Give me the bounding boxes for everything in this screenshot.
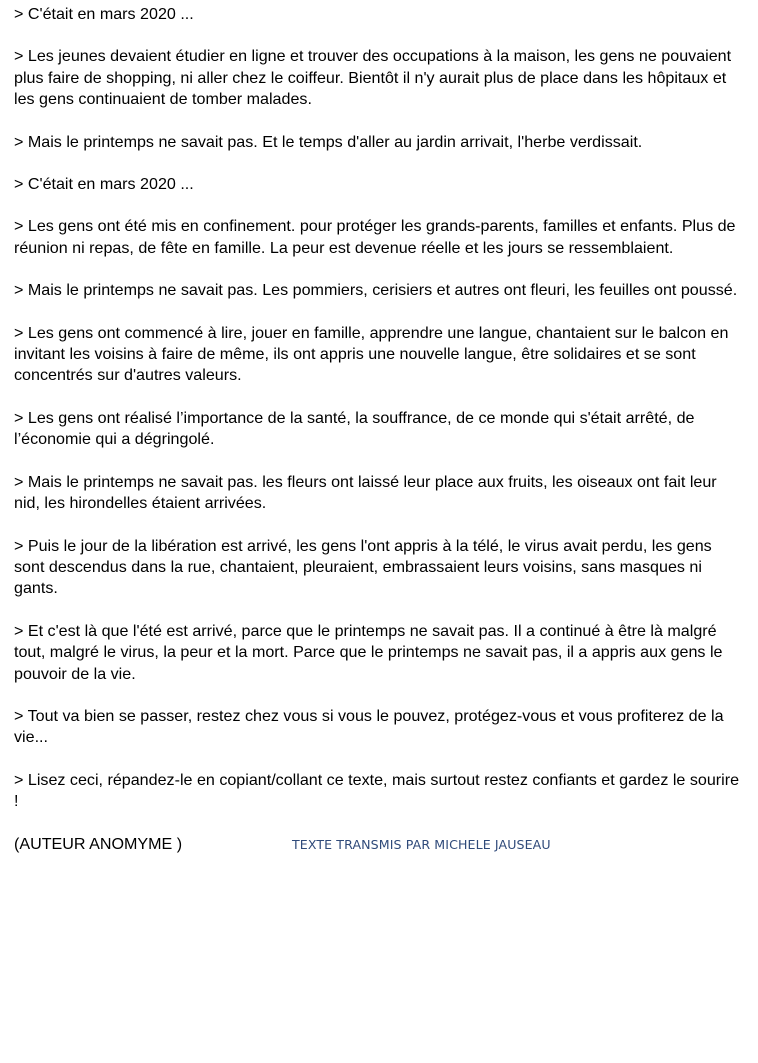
paragraph: > Mais le printemps ne savait pas. Et le temps d'aller au jardin arrivait, l'herbe verdissait. bbox=[14, 132, 643, 151]
paragraph: > Les gens ont réalisé l’importance de la santé, la souffrance, de ce monde qui s'était arrêté, de l’économie qui a dégringolé. bbox=[14, 408, 695, 449]
paragraph: > Les gens ont commencé à lire, jouer en famille, apprendre une langue, chantaient sur le balcon en invitant les voisins à faire de même, ils ont appris une nouvelle langue, être solidaires et se sont concentrés sur d'autres valeurs. bbox=[14, 323, 729, 385]
paragraph: > Tout va bien se passer, restez chez vous si vous le pouvez, protégez-vous et vous profiterez de la vie... bbox=[14, 706, 724, 747]
document-footer bbox=[14, 834, 744, 858]
paragraph: > Lisez ceci, répandez-le en copiant/collant ce texte, mais surtout restez confiants et gardez le sourire ! bbox=[14, 770, 740, 811]
paragraph: > C'était en mars 2020 ... bbox=[14, 5, 194, 23]
paragraph: > Et c'est là que l'été est arrivé, parce que le printemps ne savait pas. Il a continué à être là malgré tout, malgré le virus, la peur et la mort. Parce que le printemps ne savait pas, il a appris aux gens le pouvoir de la vie. bbox=[14, 621, 723, 683]
author-note: (AUTEUR ANOMYME ) bbox=[14, 834, 183, 853]
paragraph: > Les jeunes devaient étudier en ligne et trouver des occupations à la maison, les gens ne pouvaient plus faire de shopping, ni aller chez le coiffeur. Bientôt il n'y aurait plus de place dans les hôpitaux et les gens continuaient de tomber malades. bbox=[14, 47, 732, 109]
paragraph: > C'était en mars 2020 ... bbox=[14, 175, 194, 194]
document-body bbox=[14, 4, 744, 858]
paragraph: > Les gens ont été mis en confinement. pour protéger les grands-parents, familles et enfants. Plus de réunion ni repas, de fête en famille. La peur est devenue réelle et les jours se ressemblaient. bbox=[14, 217, 736, 257]
transmitted-by-note: TEXTE TRANSMIS PAR MICHELE JAUSEAU bbox=[292, 836, 551, 852]
paragraph: > Mais le printemps ne savait pas. Les pommiers, cerisiers et autres ont fleuri, les feuilles ont poussé. bbox=[14, 281, 738, 300]
paragraph: > Mais le printemps ne savait pas. les fleurs ont laissé leur place aux fruits, les oiseaux ont fait leur nid, les hirondelles étaient arrivées. bbox=[14, 472, 717, 513]
paragraph: > Puis le jour de la libération est arrivé, les gens l'ont appris à la télé, le virus avait perdu, les gens sont descendus dans la rue, chantaient, pleuraient, embrassaient leurs voisins, sans masques ni gants. bbox=[14, 536, 712, 598]
